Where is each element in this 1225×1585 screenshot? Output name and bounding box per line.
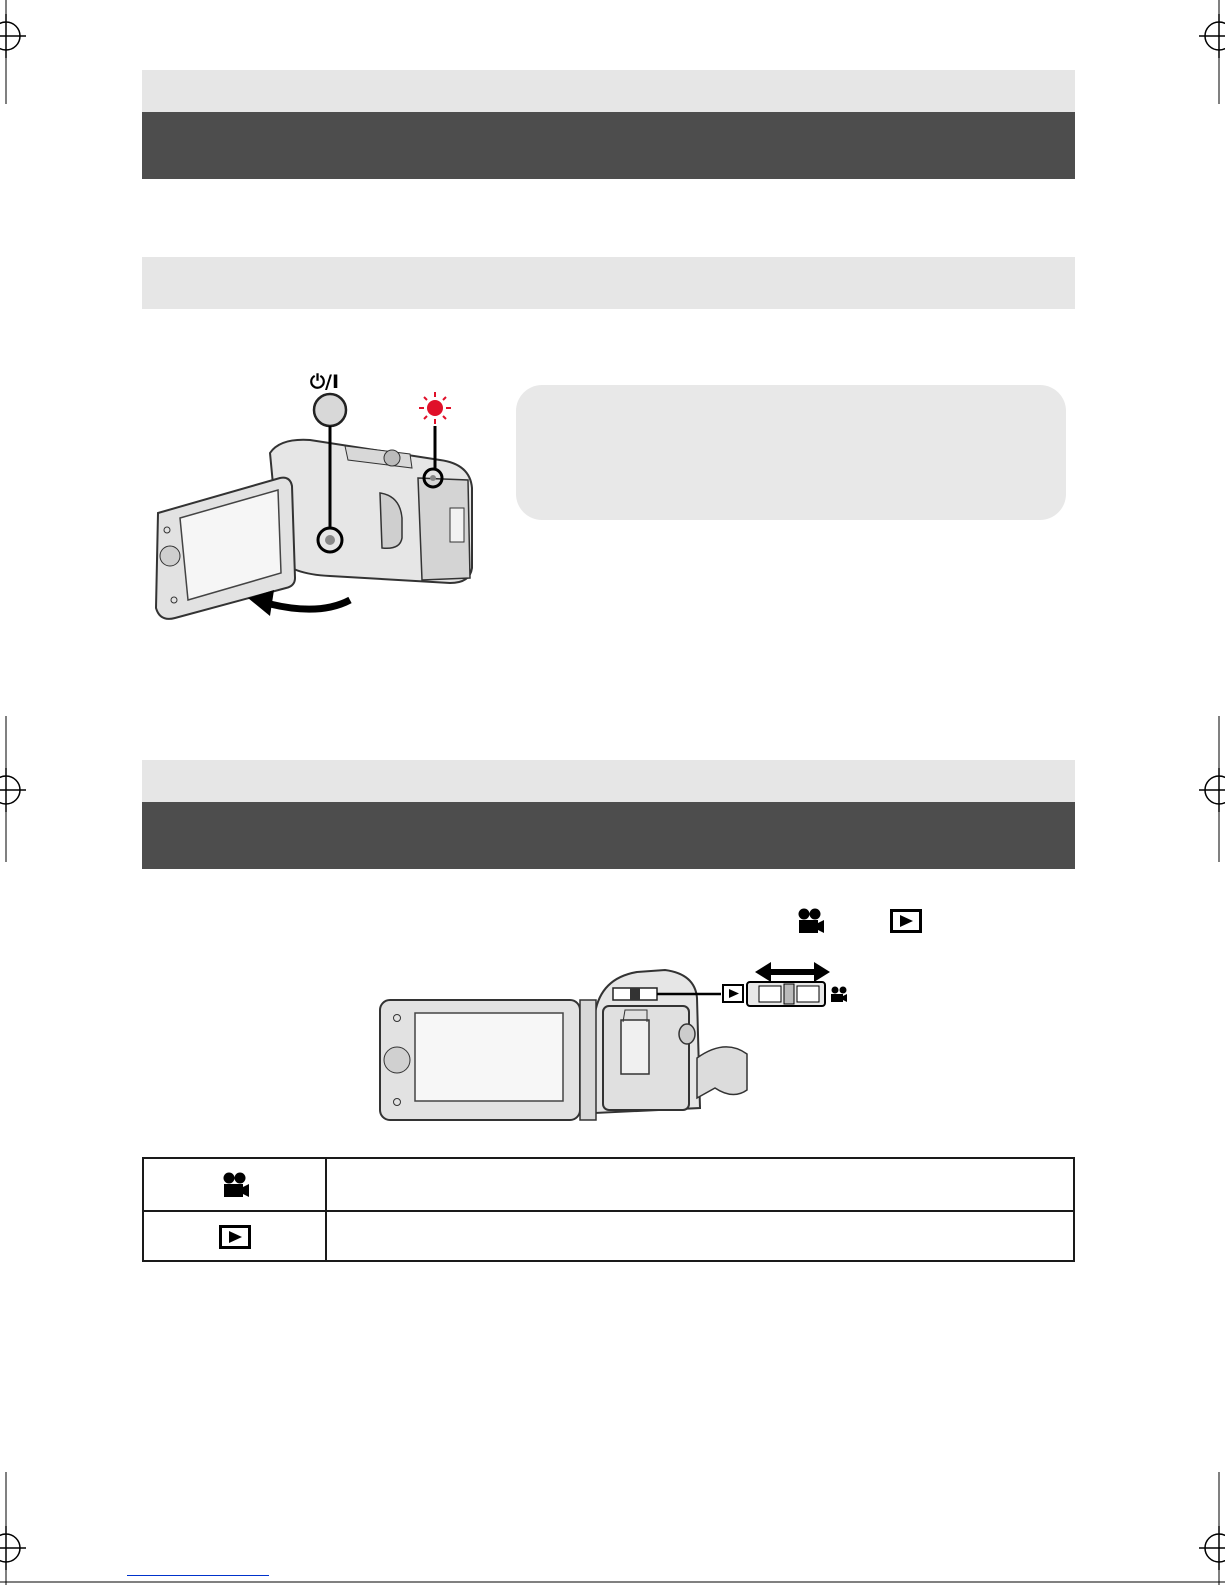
motion-picture-mode-icon [831, 987, 847, 1003]
motion-picture-mode-icon [220, 1172, 250, 1198]
footer-link-underline[interactable] [127, 1575, 269, 1576]
crosshair-registration-icon [1199, 14, 1225, 58]
table-cell-description [327, 1159, 1073, 1210]
table-cell-description [327, 1211, 1073, 1262]
camcorder-mode-switch-illustration [375, 958, 875, 1130]
section-header-title-band [142, 802, 1075, 869]
table-row [144, 1159, 1073, 1212]
subsection-heading-band [142, 257, 1075, 309]
section-header-title-band [142, 112, 1075, 179]
crosshair-registration-icon [0, 768, 26, 812]
power-button-label: ⏻/I [310, 371, 340, 393]
crosshair-registration-icon [0, 14, 26, 58]
crosshair-registration-icon [1199, 1526, 1225, 1570]
camcorder-open-lcd-illustration [150, 368, 490, 633]
playback-mode-icon [889, 908, 923, 934]
crosshair-registration-icon [1199, 768, 1225, 812]
status-indicator-icon [419, 392, 451, 424]
section-header-top-band [142, 70, 1075, 112]
crosshair-registration-icon [0, 1526, 26, 1570]
table-cell-icon [144, 1159, 327, 1210]
playback-mode-icon [219, 1225, 251, 1249]
table-row [144, 1211, 1073, 1262]
section-header-top-band [142, 760, 1075, 802]
slide-direction-arrow-icon [755, 962, 830, 982]
motion-picture-mode-icon [793, 906, 827, 936]
info-box [516, 385, 1066, 520]
mode-table [142, 1157, 1075, 1262]
table-cell-icon [144, 1211, 327, 1262]
power-button-icon [314, 394, 346, 426]
